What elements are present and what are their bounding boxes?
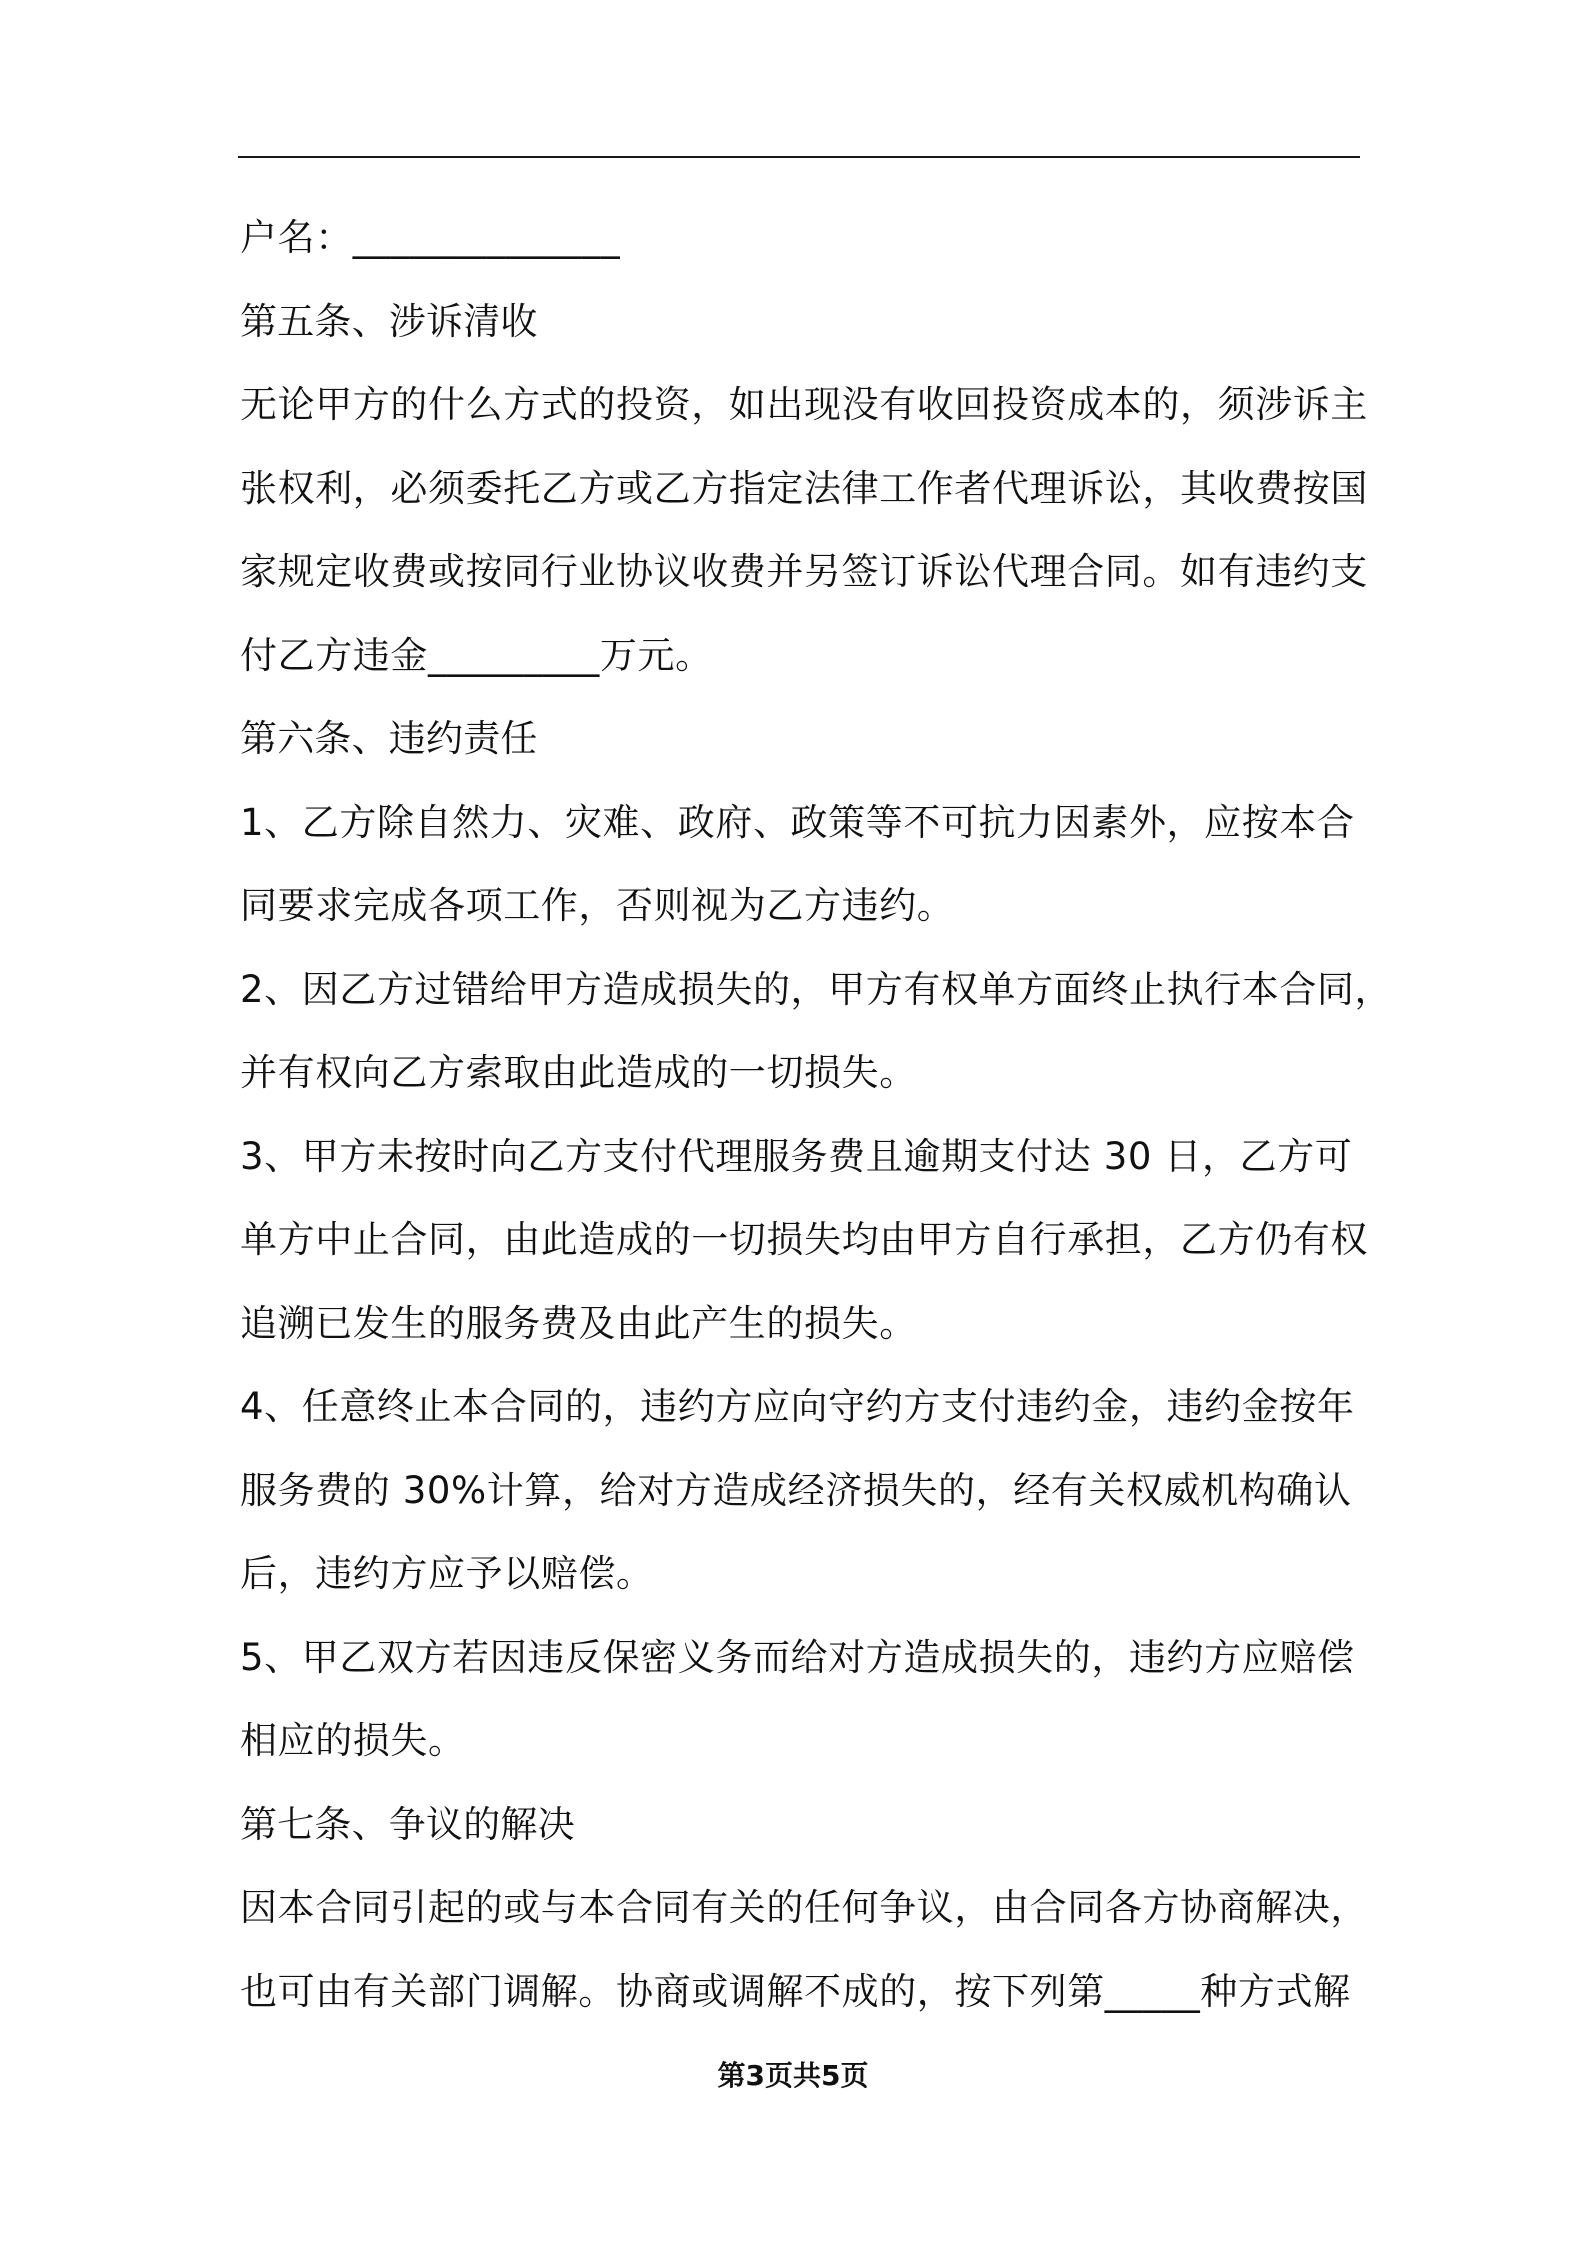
text-line: 追溯已发生的服务费及由此产生的损失。 [240,1301,917,1345]
text-line: 后，违约方应予以赔偿。 [240,1552,654,1595]
text-line: 付乙方违金_________万元。 [240,633,713,677]
text-line: 1、乙方除自然力、灾难、政府、政策等不可抗力因素外，应按本合 [240,800,1355,844]
text-line: 无论甲方的什么方式的投资，如出现没有收回投资成本的，须涉诉主 [240,383,1368,426]
text-line: 也可由有关部门调解。协商或调解不成的，按下列第_____种方式解 [240,1969,1351,2013]
text-line: 并有权向乙方索取由此造成的一切损失。 [240,1051,917,1094]
page-number-footer: 第3页共5页 [717,2059,869,2092]
text-line: 因本合同引起的或与本合同有关的任何争议，由合同各方协商解决， [240,1886,1368,1929]
text-line: 服务费的 30%计算，给对方造成经济损失的，经有关权威机构确认 [240,1468,1352,1512]
text-line: 相应的损失。 [240,1719,466,1762]
text-line: 4、任意终止本合同的，违约方应向守约方支付违约金，违约金按年 [240,1385,1355,1428]
article-7-heading: 第七条、争议的解决 [240,1802,575,1846]
article-6-heading: 第六条、违约责任 [240,717,538,760]
text-line: 2、因乙方过错给甲方造成损失的，甲方有权单方面终止执行本合同， [240,967,1393,1011]
text-line: 3、甲方未按时向乙方支付代理服务费且逾期支付达 30 日，乙方可 [240,1134,1353,1178]
article-5-heading: 第五条、涉诉清收 [240,299,538,343]
account-name-field: 户名：______________ [240,216,621,259]
text-line: 5、甲乙双方若因违反保密义务而给对方造成损失的，违约方应赔偿 [240,1635,1355,1679]
body-text [240,196,1393,2033]
text-line: 同要求完成各项工作，否则视为乙方违约。 [240,884,955,927]
text-line: 家规定收费或按同行业协议收费并另签订诉讼代理合同。如有违约支 [240,550,1368,593]
text-line: 单方中止合同，由此造成的一切损失均由甲方自行承担，乙方仍有权 [240,1218,1368,1261]
text-line: 张权利，必须委托乙方或乙方指定法律工作者代理诉讼，其收费按国 [240,466,1368,510]
header-rule [238,156,1360,158]
